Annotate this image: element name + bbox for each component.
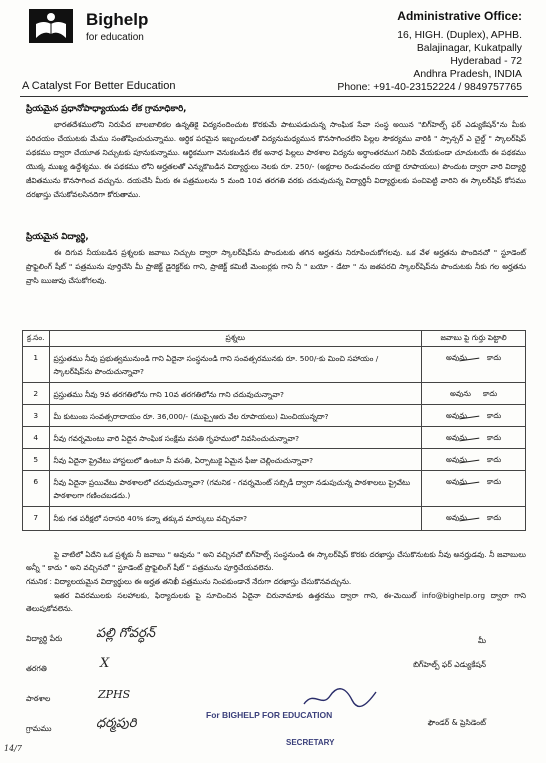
table-row bbox=[23, 471, 526, 507]
row-number: 3 bbox=[23, 405, 50, 427]
row-number: 6 bbox=[23, 471, 50, 507]
question-text: ప్రస్తుతము నీవు 9వ తరగతిలోను గాని 10వ తరగతిలోను గాని చదువుచున్నావా? bbox=[49, 383, 422, 405]
tick-mark bbox=[459, 455, 480, 464]
question-text: నీవు ఏదైనా ప్రైవేటు హాస్టలులో ఉంటూ నీ వసతి, ఏర్పాటుకై ఏమైన ఫీజు చెల్లించుచున్నావా? bbox=[49, 449, 422, 471]
row-number: 5 bbox=[23, 449, 50, 471]
bighelp-logo-icon bbox=[28, 8, 74, 44]
address-line: 16, HIGH. (Duplex), APHB. bbox=[397, 30, 522, 41]
answer-options bbox=[422, 427, 526, 449]
answer-no[interactable]: కాదు bbox=[486, 353, 502, 362]
answer-no[interactable]: కాదు bbox=[486, 513, 502, 522]
row-number: 2 bbox=[23, 383, 50, 405]
question-text: ప్రస్తుతము నీవు ప్రభుత్వమునుండి గాని ఏదైనా సంస్థనుండి గాని సంవత్సరమునకు రూ. 500/-కు మించి సహాయం / స్కాలర్‌షిప్‌ను పొందుచున్నావా? bbox=[49, 347, 422, 383]
office-title: Administrative Office: bbox=[397, 9, 522, 23]
answer-yes[interactable]: అవును bbox=[449, 389, 471, 398]
answer-no[interactable]: కాదు bbox=[486, 477, 502, 486]
intro-paragraph: భారతదేశములోని నిరుపేద బాలబాలికల ఉన్నతికై విద్యనందించుట కొరకుమే పాటుపడుచున్న సాంఘిక సేవా సంస్థ అయిన "బిగ్‌హెల్ప్ ఫర్ ఎడ్యుకేషన్"ను మీకు పరిచయం చేయుటకు మేము సంతోషించుచున్నాము. ఆర్థిక పరమైన ఇబ్బందులతో విద్యనుమధ్యమున కొనసాగించలేని పిల్లల సౌకర్యము వారికి " స్పాన్సర్ ఎ చైల్డ్ " స్కాలర్‌షిప్ పథకము ద్వారా చేయూత నిచ్చుటకు పూనుకున్నాము. ఆర్థికముగా వెనుకబడిన లేక అనాధ పిల్లలు పాఠశాల విద్యను అర్థాంతరముగ నిలిపి వేయకుండా చూచుటయే ఈ పథకము యొక్క ముఖ్య ఉద్దేశ్యము. ఈ పథకము లోని అర్హతలతో ఎన్నుకొబడిన విద్యార్థులు నెలకు రూ. 250/- (అక్షరాల రెండువందల యాభై రూపాయలు) పొందుట ద్వారా వారి విద్యార్థి జీవితమును కొనసాగించ వచ్చును. దయచేసి మీరు ఈ పత్రములను 5 మంది 10వ తరగతి వరకు చదువుచున్న విద్యార్థినీ విద్యార్థులకు పంచిపెట్టి వారిని ఈ స్కాలర్‌షిప్ కోసము దరఖాస్తు చేసుకోవలసినదిగా కోరుతాము. bbox=[26, 120, 526, 199]
answer-no[interactable]: కాదు bbox=[486, 433, 502, 442]
table-row bbox=[23, 383, 526, 405]
address-line: Balajinagar, Kukatpally bbox=[416, 43, 522, 54]
exemption-note: గమనిక : విద్యాలయమైన విద్యార్థులు ఈ అర్హత తనిఖీ పత్రమును నింపకుండానే నేరుగా దరఖాస్తు చేసుకొనవచ్చును. bbox=[26, 577, 352, 586]
student-name-value: పల్లి గోవర్ధన్ bbox=[96, 626, 156, 641]
question-text: మీ కుటుంబ సంవత్సరాదాయం రూ. 36,000/- (ముప్పైఆరు వేల రూపాయలు) మించియున్నదా? bbox=[49, 405, 422, 427]
answer-yes[interactable]: అవును bbox=[445, 411, 467, 420]
col-answer: జవాబు పై గుర్తు పెట్టాలి bbox=[422, 331, 526, 347]
class-label: తరగతి bbox=[26, 664, 47, 673]
address-line: Hyderabad - 72 bbox=[450, 56, 522, 67]
question-text: నీవు ఏదైనా ప్రయివేటు పాఠశాలలో చదువుచున్నావా? (గమనిక - గవర్నమెంట్ సబ్సిడీ ద్వారా నడుపుచున్న పాఠశాలలు ప్రైవేటు పాఠశాలగా గణించబడదు.) bbox=[49, 471, 422, 507]
address-line: Andhra Pradesh, INDIA bbox=[413, 69, 522, 80]
office-address bbox=[302, 10, 522, 94]
tick-mark bbox=[459, 433, 480, 442]
row-number: 1 bbox=[23, 347, 50, 383]
contact-note: ఇతర వివరములకు సలహాలకు, ఫిర్యాదులకు పై సూచించిన ఏదైనా చిరునామాకు ఉత్తరము ద్వారా గాని, ఈ-మెయిల్ info@bighelp.org ద్వారా గాని తెలుపుకోవలెను. bbox=[26, 591, 526, 613]
answer-options bbox=[422, 383, 526, 405]
tagline: A Catalyst For Better Education bbox=[22, 80, 176, 92]
header-divider bbox=[20, 96, 528, 97]
answer-yes[interactable]: అవును bbox=[445, 455, 467, 464]
answer-options bbox=[422, 507, 526, 531]
tick-mark bbox=[459, 477, 480, 486]
answer-options bbox=[422, 347, 526, 383]
col-serial: క్ర.సం. bbox=[23, 331, 50, 347]
row-number: 4 bbox=[23, 427, 50, 449]
tick-mark bbox=[459, 513, 480, 522]
salutation-student: ప్రియమైన విద్యార్థి, bbox=[26, 232, 89, 242]
answer-yes[interactable]: అవును bbox=[445, 433, 467, 442]
tick-mark bbox=[459, 411, 480, 420]
instructions-paragraph: ఈ దిగువ నీయబడిన ప్రశ్నలకు జవాబు నిచ్చుట ద్వారా స్కాలర్‌షిప్‌ను పొందుటకు తగిన అర్హతను నిరూపించుకోగలవు. ఒక వేళ అర్హతను పొందినచో " స్టూడెంట్ ప్రొఫైలింగ్ షీట్ " పత్రమును పూర్తిచేసి మీ ప్రాజెక్ట్ డైరెక్టర్‌కు గాని, ప్రాజెక్ట్ కమిటీ మెంబర్లకు గాని నీ " బయో - డేటా " ను జతపరచి స్కాలర్‌షిప్‌ను పొందుటకు నీకు గల అర్హతను వ్రాసి ఋజువు చేసుకోగలవు. bbox=[26, 248, 526, 285]
answer-options bbox=[422, 471, 526, 507]
date-mark: 14/7 bbox=[4, 744, 22, 753]
founder-title: ఫౌండర్ & ప్రెసిడెంట్ bbox=[427, 718, 486, 727]
salutation-headmaster: ప్రియమైన ప్రధానోపాధ్యాయుడు లేక గ్రామాధికారి, bbox=[26, 104, 187, 114]
table-row bbox=[23, 405, 526, 427]
answer-yes[interactable]: అవును bbox=[445, 513, 467, 522]
row-number: 7 bbox=[23, 507, 50, 531]
answer-no[interactable]: కాదు bbox=[486, 455, 502, 464]
question-text: నీవు గవర్నమెంటు వారి ఏదైన సాంఘిక సంక్షేమ వసతి గృహములో నివసించుచున్నావా? bbox=[49, 427, 422, 449]
class-value: X bbox=[100, 656, 110, 671]
brand-subtitle: for education bbox=[86, 32, 144, 43]
table-row bbox=[23, 507, 526, 531]
organisation-name: బిగ్‌హెల్ప్ ఫర్ ఎడ్యుకేషన్ bbox=[413, 660, 486, 669]
answer-options bbox=[422, 449, 526, 471]
answer-options bbox=[422, 405, 526, 427]
table-row bbox=[23, 427, 526, 449]
village-value: ధర్మపురి bbox=[96, 716, 137, 731]
tick-mark bbox=[459, 353, 480, 362]
phone-line: Phone: +91-40-23152224 / 9849757765 bbox=[337, 82, 522, 93]
eligibility-table bbox=[22, 330, 526, 531]
table-header-row bbox=[23, 331, 526, 347]
eligibility-note: పై వాటిలో ఏదేని ఒక ప్రశ్నకు నీ జవాబు " అవును " అని వచ్చినచో బిగ్‌హెల్ప్ సంస్థనుండి ఈ స్కాలర్‌షిప్ కొరకు దరఖాస్తు చేసుకొనుటకు నీవు అనర్హుడవు. నీ జవాబులు అన్నీ " కాదు " అని వచ్చినచో " స్టూడెంట్ ప్రొఫైలింగ్ షీట్ " పత్రమును పూర్తిచేయవలెను. bbox=[26, 550, 526, 572]
stamp-bottom-text: SECRETARY bbox=[286, 738, 335, 747]
answer-yes[interactable]: అవును bbox=[445, 353, 467, 362]
table-row bbox=[23, 347, 526, 383]
table-row bbox=[23, 449, 526, 471]
student-name-label: విద్యార్థి పేరు bbox=[26, 634, 63, 643]
organisation-stamp bbox=[200, 700, 360, 756]
brand-name: Bighelp bbox=[86, 10, 149, 29]
school-value: ZPHS bbox=[98, 688, 131, 701]
village-label: గ్రామము bbox=[26, 724, 52, 733]
question-text: నీకు గత పరీక్షలో సరాసరి 40% కన్నా తక్కువ మార్కులు వచ్చినవా? bbox=[49, 507, 422, 531]
col-question: ప్రశ్నలు bbox=[49, 331, 422, 347]
school-label: పాఠశాల bbox=[26, 694, 51, 703]
answer-no[interactable]: కాదు bbox=[482, 389, 498, 398]
yours-label: మీ bbox=[477, 636, 486, 645]
stamp-top-text: For BIGHELP FOR EDUCATION bbox=[206, 710, 333, 720]
answer-yes[interactable]: అవును bbox=[445, 477, 467, 486]
answer-no[interactable]: కాదు bbox=[486, 411, 502, 420]
